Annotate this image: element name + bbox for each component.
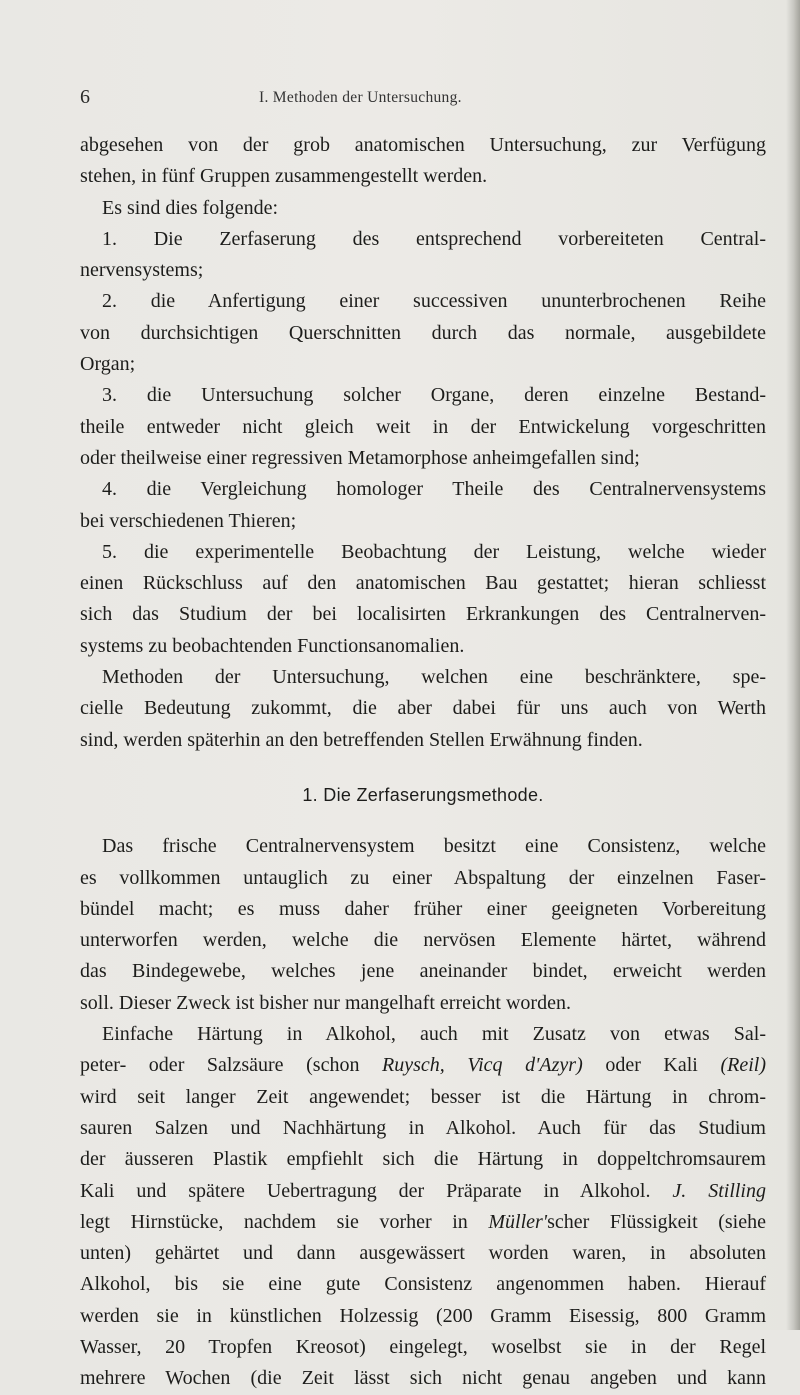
list-item-1-line: 1. Die Zerfaserung des entsprechend vorbereiteten Central- [102,227,766,250]
section-paragraph-line: Das frische Centralnervensystem besitzt eine Consistenz, welche [102,835,766,858]
page-number: 6 [80,86,90,108]
section-paragraph-line [80,1050,766,1081]
section-paragraph-line: es vollkommen untauglich zu einer Abspaltung der einzelnen Faser- [80,866,766,889]
methods-paragraph-line: Methoden der Untersuchung, welchen eine beschränktere, spe- [102,666,766,689]
methods-paragraph-line: cielle Bedeutung zukommt, die aber dabei für uns auch von Werth [80,697,766,720]
list-item-3-line: oder theilweise einer regressiven Metamorphose anheimgefallen sind; [80,446,640,469]
section-paragraph-line: wird seit langer Zeit angewendet; besser ist die Härtung in chrom- [80,1085,766,1108]
list-item-5-line: sich das Studium der bei localisirten Erkrankungen des Centralnerven- [80,603,766,626]
list-intro: Es sind dies folgende: [102,196,279,219]
section-paragraph-line: unten) gehärtet und dann ausgewässert worden waren, in absoluten [80,1242,766,1265]
methods-paragraph-line: sind, werden späterhin an den betreffenden Stellen Erwähnung finden. [80,728,643,751]
list-item-2-line: von durchsichtigen Querschnitten durch das normale, ausgebildete [80,321,766,344]
section-paragraph-line [80,1176,766,1207]
section-paragraph-line: der äusseren Plastik empfiehlt sich die Härtung in doppeltchromsaurem [80,1148,766,1171]
text-run: Kali und spätere Uebertragung der Präparate in Alkohol. [80,1179,673,1202]
section-paragraph-line: soll. Dieser Zweck ist bisher nur mangelhaft erreicht worden. [80,991,571,1014]
text-run: legt Hirnstücke, nachdem sie vorher in [80,1210,489,1233]
section-paragraph-line: bündel macht; es muss daher früher einer geeigneten Vorbereitung [80,897,766,920]
section-paragraph-line: das Bindegewebe, welches jene aneinander bindet, erweicht werden [80,960,766,983]
text-line: abgesehen von der grob anatomischen Untersuchung, zur Verfügung [80,134,766,156]
page-edge-shadow [786,0,800,1330]
list-item-2-line: Organ; [80,353,136,376]
list-item-1-line: nervensystems; [80,259,204,282]
section-paragraph-line: Alkohol, bis sie eine gute Consistenz angenommen haben. Hierauf [80,1273,766,1296]
list-item-5-line: systems zu beobachtenden Functionsanomalien. [80,634,465,657]
author-name: Müller' [488,1210,548,1233]
author-name: J. Stilling [672,1179,766,1202]
running-header [80,83,780,113]
text-run: scher Flüssigkeit (siehe [547,1210,766,1233]
text-run: oder Kali [582,1054,721,1077]
section-paragraph-line [80,1207,766,1238]
section-paragraph-line: Wasser, 20 Tropfen Kreosot) eingelegt, woselbst sie in der Regel [80,1335,766,1358]
list-item-3-line: 3. die Untersuchung solcher Organe, deren einzelne Bestand- [102,384,766,407]
body-text [80,130,766,1395]
text-run: peter- oder Salzsäure (schon [80,1054,383,1077]
section-heading: 1. Die Zerfaserungsmethode. [302,784,544,805]
list-item-4-line: 4. die Vergleichung homologer Theile des Centralnervensystems [102,478,766,501]
list-item-4-line: bei verschiedenen Thieren; [80,509,297,532]
section-paragraph-line: Einfache Härtung in Alkohol, auch mit Zusatz von etwas Sal- [102,1023,766,1046]
author-name: (Reil) [720,1054,766,1077]
text-line: stehen, in fünf Gruppen zusammengestellt werden. [80,165,488,188]
list-item-3-line: theile entweder nicht gleich weit in der Entwickelung vorgeschritten [80,415,766,438]
section-paragraph-line: mehrere Wochen (die Zeit lässt sich nicht genau angeben und kann [80,1367,766,1390]
section-paragraph-line: sauren Salzen und Nachhärtung in Alkohol. Auch für das Studium [80,1116,766,1139]
author-names: Ruysch, Vicq d'Azyr) [382,1054,583,1077]
running-title: I. Methoden der Untersuchung. [259,89,462,106]
list-item-5-line: einen Rückschluss auf den anatomischen Bau gestattet; hieran schliesst [80,572,766,595]
section-paragraph-line: unterworfen werden, welche die nervösen Elemente härtet, während [80,929,766,952]
list-item-2-line: 2. die Anfertigung einer successiven ununterbrochenen Reihe [102,290,766,313]
section-paragraph-line: werden sie in künstlichen Holzessig (200 Gramm Eisessig, 800 Gramm [80,1304,766,1327]
list-item-5-line: 5. die experimentelle Beobachtung der Leistung, welche wieder [102,540,766,563]
